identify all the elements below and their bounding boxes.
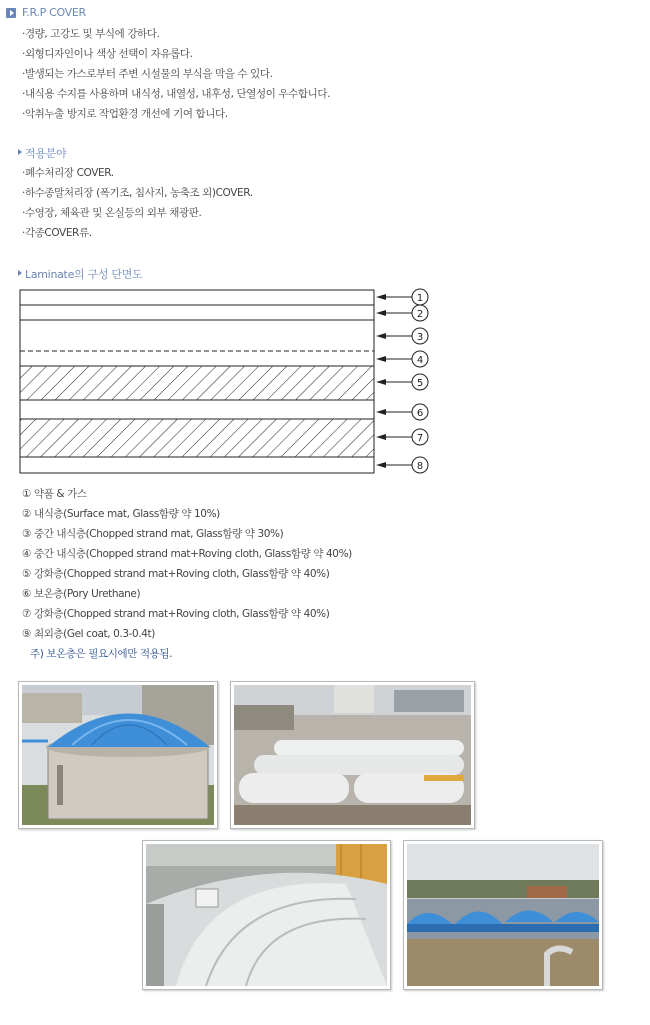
section-title-laminate: Laminate의 구성 단면도 xyxy=(25,268,143,281)
marker-4 xyxy=(376,351,428,367)
laminate-cross-section-diagram xyxy=(0,285,450,480)
triangle-bullet-icon xyxy=(18,149,22,155)
hatched-layer-5 xyxy=(20,366,374,400)
photo-blue-covers-outdoor xyxy=(403,840,603,990)
legend-item: ② 내식층(Surface mat, Glass함량 약 10%) xyxy=(22,508,220,520)
section-title-applications: 적용분야 xyxy=(25,147,67,160)
feature-line: ·내식용 수지를 사용하며 내식성, 내열성, 내후성, 단열성이 우수합니다. xyxy=(22,88,331,100)
marker-8 xyxy=(376,457,428,473)
hatched-layer-7 xyxy=(20,419,374,457)
photo-dome-cover-tank xyxy=(18,681,218,829)
marker-label: 7 xyxy=(416,433,424,444)
marker-label: 5 xyxy=(416,378,424,389)
marker-1 xyxy=(376,289,428,305)
legend-item: ⑥ 보온층(Pory Urethane) xyxy=(22,588,141,600)
legend-item: ⑨ 최외층(Gel coat, 0.3-0.4t) xyxy=(22,628,155,640)
marker-label: 2 xyxy=(416,309,424,320)
photo-arched-cover-closeup xyxy=(142,840,391,990)
marker-label: 6 xyxy=(416,408,424,419)
application-line: ·폐수처리장 COVER. xyxy=(22,167,114,179)
legend-item: ① 약품 & 가스 xyxy=(22,488,87,500)
legend-item: ④ 중간 내식층(Chopped strand mat+Roving cloth, Glass함량 약 40%) xyxy=(22,548,352,560)
note-insulation: 주) 보온층은 필요시에만 적용됨. xyxy=(30,648,173,660)
marker-5 xyxy=(376,374,428,390)
feature-line: ·발생되는 가스로부터 주변 시설물의 부식을 막을 수 있다. xyxy=(22,68,273,80)
feature-line: ·외형디자인이나 색상 선택이 자유롭다. xyxy=(22,48,193,60)
photo-long-covers-plant xyxy=(230,681,475,829)
marker-3 xyxy=(376,328,428,344)
application-line: ·수영장, 체육관 및 온실등의 외부 채광판. xyxy=(22,207,202,219)
marker-label: 3 xyxy=(416,332,424,343)
marker-7 xyxy=(376,429,428,445)
marker-label: 1 xyxy=(416,293,424,304)
application-line: ·하수종말처리장 (폭기조, 침사지, 농축조 외)COVER. xyxy=(22,187,253,199)
triangle-bullet-icon xyxy=(18,270,22,276)
legend-item: ③ 중간 내식층(Chopped strand mat, Glass함량 약 30%) xyxy=(22,528,284,540)
play-arrow-icon xyxy=(6,8,16,18)
feature-line: ·악취누출 방지로 작업환경 개선에 기여 합니다. xyxy=(22,108,228,120)
legend-item: ⑦ 강화층(Chopped strand mat+Roving cloth, Glass함량 약 40%) xyxy=(22,608,330,620)
section-title-frp-cover: F.R.P COVER xyxy=(22,6,86,19)
feature-line: ·경량, 고강도 및 부식에 강하다. xyxy=(22,28,160,40)
legend-item: ⑤ 강화층(Chopped strand mat+Roving cloth, Glass함량 약 40%) xyxy=(22,568,330,580)
marker-label: 8 xyxy=(416,461,424,472)
marker-2 xyxy=(376,305,428,321)
marker-label: 4 xyxy=(416,355,424,366)
application-line: ·각종COVER류. xyxy=(22,227,92,239)
marker-6 xyxy=(376,404,428,420)
